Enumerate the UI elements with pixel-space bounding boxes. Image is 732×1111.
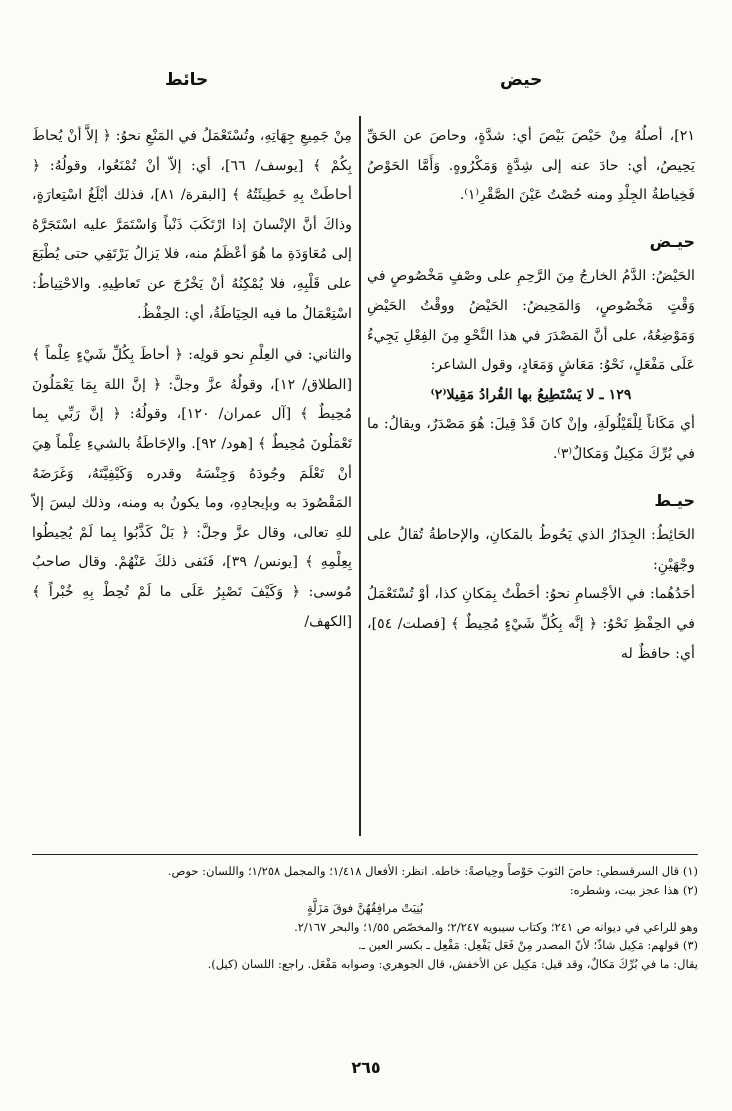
footnote-2-source: وهو للراعي في ديوانه ص ٢٤١؛ وكتاب سيبويه ٢/٢٤٧؛ والمخصّص ١/٥٥؛ والبحر ٢/١٦٧. bbox=[294, 919, 698, 934]
running-head-right: حيض bbox=[500, 70, 543, 90]
footnote-1: (١) قال السرقسطي: حاصَ الثوبَ حَوْصاً وحِياصةً: خاطه. انظر: الأفعال ١/٤١٨؛ والمجمل ١/٢٥٨؛ واللسان: حوص. bbox=[167, 864, 698, 878]
entry-paragraph: مِنْ جَمِيعِ جِهَاتِهِ، وتُسْتَعْمَلُ في المَنْعِ نحوُ: ﴿ إلاَّ أنْ يُحاطَ بِكُمْ ﴾ [يوسف/ ٦٦]، أي: إلاّ أنْ تُمْنَعُوا، وقولُهُ: ﴿ أحاطَتْ بِهِ خَطِيئَتُهُ ﴾ [البقرة/ ٨١]، فذلك أبْلَغُ اسْتِعارَةٍ، وذاكَ أنَّ الإنْسانَ إذا ارْتَكَبَ ذَنْباً وَاسْتَمَرَّ عليه اسْتَجَرَّهُ إلى مُعَاوَدَةِ ما هُوَ أعْظَمُ منه، فلا يَزالُ يَرْتَقِي حتى يُطْبَعَ على قَلْبِهِ، فلا يُمْكِنُهُ أنْ يَخْرُجَ عن تَعاطِيهِ. والاحْتِياطُ: اسْتِعْمَالُ ما فيه الحِيَاطَةُ، أي: الحِفْظُ. bbox=[32, 128, 352, 322]
entry-paragraph: أحَدُهُما: في الأجْسامِ نحوُ: أحَطْتُ بِمَكانِ كذا، أوْ تُسْتَعْمَلُ في الحِفْظِ نَحْوُ: ﴿ إنَّه بِكُلِّ شَيْءٍ مُحِيطٌ ﴾ [فصلت/ ٥٤]، أي: حافظٌ له bbox=[367, 586, 695, 662]
entry-paragraph: والثاني: في العِلْمِ نحو قولِه: ﴿ أحاطَ بِكُلِّ شَيْءٍ عِلْماً ﴾ [الطلاق/ ١٢]، وقولُهُ عزَّ وجلَّ: ﴿ إنَّ اللهَ بِمَا يَعْمَلُونَ مُحِيطٌ ﴾ [آل عمران/ ١٢٠]، وقولُهُ: ﴿ إنَّ رَبِّي بِما تَعْمَلُونَ مُحِيطٌ ﴾ [هود/ ٩٢]. والإحَاطَةُ بالشيءِ عِلْماً هِيَ أنْ تَعْلَمَ وجُودَهُ وَجِنْسَهُ وقدره وَكَيْفِيَّتَهُ، وَغَرَضَهُ المَقْصُودَ به وبإيجادِهِ، وما يكونُ به ومنه، وذلك ليسَ إلاّ للهِ تعالى، وقال عزَّ وجلَّ: ﴿ بَلْ كَذَّبُوا بِما لَمْ يُحِيطُوا بِعِلْمِهِ ﴾ [يونس/ ٣٩]، فَنَفى ذلكَ عَنْهُمْ. وقال صاحبُ مُوسى: ﴿ وَكَيْفَ تَصْبِرُ عَلَى ما لَمْ تُحِطْ بِهِ خُبْراً ﴾ [الكهف/ bbox=[32, 347, 353, 630]
spacer bbox=[367, 470, 695, 482]
left-column bbox=[32, 122, 352, 637]
entry-paragraph: الحَائِطُ: الجِدَارُ الذي يَحُوطُ بالمَكانِ، والإحاطةُ تُقالُ على وجْهَيْنِ: bbox=[367, 527, 695, 573]
entry-paragraph: أي مَكَاناً لِلْقَيْلُولَةِ، وإنْ كانَ قَدْ قِيلَ: هُوَ مَصْدَرٌ، ويقالُ: ما في بُرِّكَ مَكِيلٌ وَمَكالٌ⁽٣⁾. bbox=[367, 416, 695, 462]
footnote-2: (٢) هذا عجز بيت، وشطره: bbox=[569, 882, 698, 897]
footnote-verse: بُنِيَتْ مرافِقُهُنَّ فوقَ مَزَلَّةٍ bbox=[306, 901, 423, 916]
entry-continuation: ٢١]، أصلُهُ مِنْ حَيْصَ بَيْصَ أي: شدَّةٍ، وحاصَ عن الحَقِّ يَحِيصُ، أي: حادَ عنه إلى شِدَّةٍ وَمَكْرُوهٍ. وَأَمَّا الحَوْصُ فَخِياطةُ الجِلْدِ ومنه حُصْتُ عَيْنَ الصَّقْرِ⁽١⁾. bbox=[367, 128, 695, 204]
footnote-3-continuation: يقال: ما في بُرِّكَ مَكالٌ، وقد قيل: مَكِيل عن الأخفش، قال الجوهري: وصوابه مَفْعَل. راجع: اللسان (كيل). bbox=[207, 956, 698, 971]
page-number: ٢٦٥ bbox=[351, 1058, 381, 1077]
column-divider bbox=[359, 116, 361, 836]
spacer bbox=[32, 329, 352, 341]
entry-heading-hayt: حيـط bbox=[654, 490, 695, 510]
entry-heading-hayd: حيـض bbox=[649, 231, 695, 251]
footnotes bbox=[32, 862, 698, 974]
right-column bbox=[367, 122, 695, 669]
spacer bbox=[367, 211, 695, 223]
footnote-divider bbox=[32, 854, 698, 855]
entry-paragraph: الحَيْضُ: الدَّمُ الخارجُ مِنَ الرَّحِمِ على وصْفٍ مَخْصُوصٍ في وَقْتٍ مَخْصُوصٍ، وَالمَحِيضُ: الحَيْضُ ووقْتُ الحَيْضِ وَمَوْضِعُهُ، على أنَّ المَصْدَرَ في هذا النَّحْوِ مِنَ الفِعْلِ يَجِيءُ عَلَى مَفْعَلٍ، نَحْوُ: مَعَاشٍ وَمَعَادٍ، وقول الشاعر: bbox=[367, 268, 695, 374]
running-head-left: حائط bbox=[165, 70, 209, 90]
poetry-verse: ١٢٩ ـ لا يَسْتَطِيعُ بها القُرادُ مَقِيلا⁽٢⁾ bbox=[430, 386, 632, 403]
footnote-3: (٣) قولهم: مَكِيل شاذّ؛ لأنّ المصدر مِنْ فَعَل يَفْعِل: مَفْعِل ـ بكسر العين ـ. bbox=[357, 938, 698, 953]
